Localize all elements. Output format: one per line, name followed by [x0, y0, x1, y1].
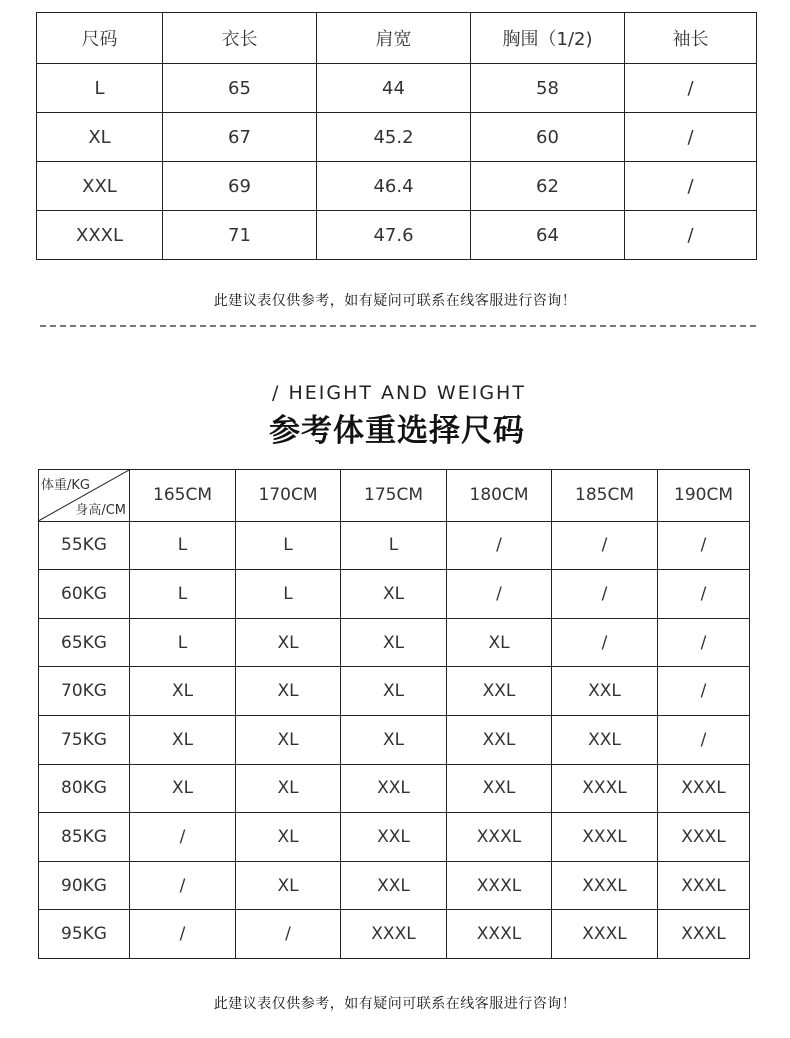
height-header-cell: 190CM [658, 470, 750, 522]
size-chart-header-row [37, 13, 757, 64]
table-cell: 45.2 [317, 113, 471, 162]
weight-label-cell: 95KG [39, 910, 130, 959]
size-cell: XXXL [341, 910, 447, 959]
table-cell: L [37, 64, 163, 113]
size-cell: XXXL [552, 910, 658, 959]
table-cell: 69 [163, 162, 317, 211]
height-axis-label: 身高/CM [75, 502, 126, 518]
size-cell: XL [236, 667, 341, 716]
size-cell: / [447, 570, 552, 619]
size-cell: XXL [552, 716, 658, 765]
size-cell: / [447, 521, 552, 570]
table-cell: XL [37, 113, 163, 162]
size-cell: / [552, 570, 658, 619]
table-row [37, 211, 757, 260]
size-cell: XXXL [658, 813, 750, 862]
size-cell: / [552, 521, 658, 570]
table-cell: 62 [471, 162, 625, 211]
weight-height-table [38, 469, 750, 959]
section-title-english: / HEIGHT AND WEIGHT [272, 382, 526, 404]
size-cell: XL [236, 716, 341, 765]
size-chart-table [36, 12, 757, 260]
size-cell: L [130, 521, 236, 570]
weight-label-cell: 60KG [39, 570, 130, 619]
section-title-chinese: 参考体重选择尺码 [269, 413, 525, 449]
table-cell: 58 [471, 64, 625, 113]
size-cell: XXXL [447, 861, 552, 910]
size-cell: XXL [341, 861, 447, 910]
size-cell: XL [236, 618, 341, 667]
size-cell: XXL [341, 813, 447, 862]
size-cell: XL [130, 716, 236, 765]
weight-label-cell: 70KG [39, 667, 130, 716]
size-cell: L [236, 570, 341, 619]
weight-label-cell: 80KG [39, 764, 130, 813]
table-cell: XXXL [37, 211, 163, 260]
table-cell: 67 [163, 113, 317, 162]
table-cell: 46.4 [317, 162, 471, 211]
size-cell: L [130, 570, 236, 619]
table-cell: / [625, 162, 757, 211]
size-cell: XXL [447, 716, 552, 765]
size-cell: / [658, 667, 750, 716]
table-row [39, 521, 750, 570]
height-header-cell: 175CM [341, 470, 447, 522]
table-row [39, 618, 750, 667]
weight-label-cell: 75KG [39, 716, 130, 765]
size-cell: XXXL [658, 910, 750, 959]
size-cell: XXXL [552, 861, 658, 910]
size-cell: / [658, 618, 750, 667]
dashed-divider [40, 325, 756, 327]
size-cell: XXL [447, 764, 552, 813]
table-cell: 71 [163, 211, 317, 260]
header-cell: 肩宽 [317, 13, 471, 64]
table-row [37, 162, 757, 211]
size-cell: XXL [341, 764, 447, 813]
size-cell: XL [341, 667, 447, 716]
size-cell: L [341, 521, 447, 570]
header-cell: 袖长 [625, 13, 757, 64]
size-cell: XXL [552, 667, 658, 716]
disclaimer-note: 此建议表仅供参考，如有疑问可联系在线客服进行咨询！ [213, 293, 577, 309]
size-cell: / [130, 813, 236, 862]
size-cell: L [236, 521, 341, 570]
size-cell: / [130, 861, 236, 910]
table-cell: / [625, 113, 757, 162]
weight-label-cell: 90KG [39, 861, 130, 910]
weight-label-cell: 55KG [39, 521, 130, 570]
size-cell: XL [236, 764, 341, 813]
table-row [37, 113, 757, 162]
size-cell: / [658, 521, 750, 570]
disclaimer-note: 此建议表仅供参考，如有疑问可联系在线客服进行咨询！ [213, 996, 577, 1012]
size-cell: XL [236, 813, 341, 862]
size-cell: XL [341, 570, 447, 619]
header-cell: 衣长 [163, 13, 317, 64]
size-cell: XL [447, 618, 552, 667]
table-cell: XXL [37, 162, 163, 211]
height-header-cell: 165CM [130, 470, 236, 522]
header-cell: 尺码 [37, 13, 163, 64]
table-cell: / [625, 64, 757, 113]
size-cell: XL [130, 667, 236, 716]
size-cell: XXXL [552, 813, 658, 862]
weight-label-cell: 65KG [39, 618, 130, 667]
size-cell: / [236, 910, 341, 959]
weight-label-cell: 85KG [39, 813, 130, 862]
table-row [39, 716, 750, 765]
size-cell: XXL [447, 667, 552, 716]
height-header-cell: 185CM [552, 470, 658, 522]
size-cell: XL [341, 618, 447, 667]
size-cell: L [130, 618, 236, 667]
weight-height-body [39, 470, 750, 959]
table-row [39, 910, 750, 959]
header-cell: 胸围（1/2) [471, 13, 625, 64]
size-chart-body [37, 13, 757, 260]
table-row [39, 570, 750, 619]
size-cell: XXXL [552, 764, 658, 813]
size-cell: XXXL [447, 813, 552, 862]
table-cell: 44 [317, 64, 471, 113]
size-cell: XL [130, 764, 236, 813]
table-cell: 47.6 [317, 211, 471, 260]
size-cell: / [552, 618, 658, 667]
size-cell: XL [341, 716, 447, 765]
table-row [39, 861, 750, 910]
table-cell: 64 [471, 211, 625, 260]
size-cell: XXXL [658, 764, 750, 813]
table-row [37, 64, 757, 113]
size-cell: / [658, 716, 750, 765]
table-cell: 60 [471, 113, 625, 162]
size-cell: / [658, 570, 750, 619]
size-cell: / [130, 910, 236, 959]
table-cell: 65 [163, 64, 317, 113]
table-row [39, 667, 750, 716]
weight-axis-label: 体重/KG [41, 478, 90, 493]
size-cell: XL [236, 861, 341, 910]
table-cell: / [625, 211, 757, 260]
table-row [39, 764, 750, 813]
height-header-row [39, 470, 750, 522]
height-header-cell: 180CM [447, 470, 552, 522]
corner-header-cell [39, 470, 130, 522]
table-row [39, 813, 750, 862]
size-cell: XXXL [658, 861, 750, 910]
size-cell: XXXL [447, 910, 552, 959]
height-header-cell: 170CM [236, 470, 341, 522]
